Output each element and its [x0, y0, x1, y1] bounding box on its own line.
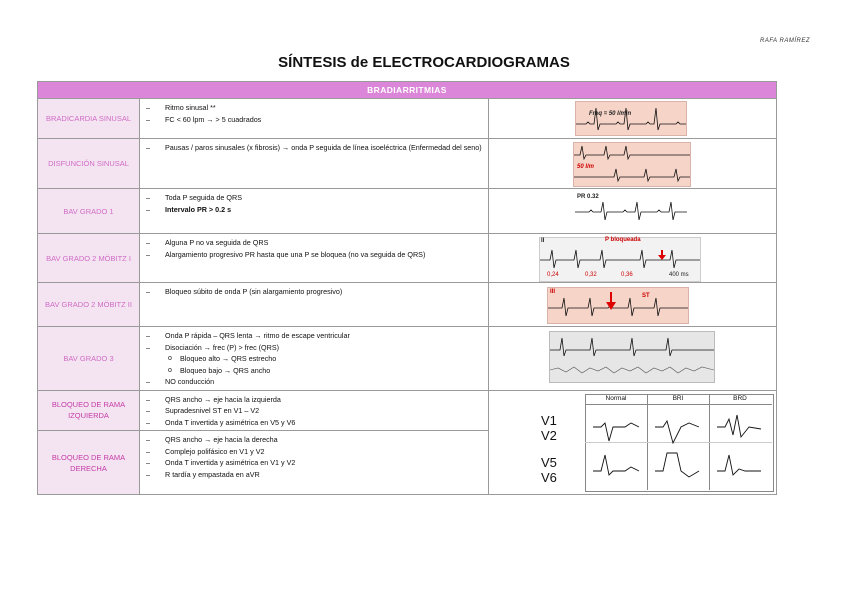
ecg-lead: II [541, 238, 545, 244]
list-item: – Ritmo sinusal ** [146, 102, 482, 114]
list-item: – Toda P seguida de QRS [146, 192, 482, 204]
section-header: BRADIARRITMIAS [38, 82, 777, 99]
lead-v2: V2 [541, 427, 557, 443]
row-label: BAV GRADO 2 MÖBITZ II [38, 283, 140, 327]
list-item: – Intervalo PR > 0.2 s [146, 204, 482, 216]
ecg-lead: III [550, 289, 556, 295]
list-item: – Alargamiento progresivo PR hasta que una P se bloquea (no va seguida de QRS) [146, 249, 482, 261]
row-label: BLOQUEO DE RAMA DERECHA [38, 431, 140, 495]
list-item: – Onda P rápida – QRS lenta → ritmo de escape ventricular [146, 330, 482, 342]
row-desc [140, 99, 489, 139]
ecg-trace [550, 332, 714, 382]
ecg-label: 50 l/m [577, 164, 595, 170]
ecg-label: PR 0.32 [577, 194, 599, 200]
page-title: SÍNTESIS de ELECTROCARDIOGRAMAS [278, 54, 570, 71]
row-desc [140, 390, 489, 431]
ecg-label: P bloqueada [605, 237, 641, 243]
col-header-brd: BRD [733, 394, 747, 402]
list-item: – R tardía y empastada en aVR [146, 469, 482, 481]
list-item: – Onda T invertida y asimétrica en V1 y V2 [146, 457, 482, 469]
ecg-tick: 0,32 [585, 272, 597, 278]
ecg-trace [576, 102, 686, 135]
ecg-image-cell [489, 234, 777, 283]
ecg-image-cell [489, 327, 777, 391]
bundle-branch-image-cell [489, 390, 777, 495]
row-label: BAV GRADO 1 [38, 189, 140, 234]
row-label: BLOQUEO DE RAMA IZQUIERDA [38, 390, 140, 431]
list-subitem: o Bloqueo alto → QRS estrecho [146, 353, 482, 365]
list-item: – Supradesnivel ST en V1 – V2 [146, 405, 482, 417]
list-item: – Complejo polifásico en V1 y V2 [146, 446, 482, 458]
row-label: BAV GRADO 2 MÖBITZ I [38, 234, 140, 283]
row-label: BRADICARDIA SINUSAL [38, 99, 140, 139]
list-item: – Pausas / paros sinusales (x fibrosis) → onda P seguida de línea isoeléctrica (Enfermedad del seno) [146, 142, 482, 154]
list-item: – FC < 60 lpm → > 5 cuadrados [146, 114, 482, 126]
list-subitem: o Bloqueo bajo → QRS ancho [146, 365, 482, 377]
author: RAFA RAMÍREZ [759, 38, 810, 44]
ecg-image-cell [489, 283, 777, 327]
ecg-table [37, 81, 777, 495]
lead-v6: V6 [541, 469, 557, 485]
list-item: – Onda T invertida y asimétrica en V5 y V6 [146, 417, 482, 429]
lead-v5: V5 [541, 454, 557, 470]
row-label: BAV GRADO 3 [38, 327, 140, 391]
ecg-tick: 0,24 [547, 272, 559, 278]
ecg-label: Freq = 50 l/min [589, 111, 632, 117]
row-desc [140, 189, 489, 234]
ecg-trace [575, 196, 687, 226]
ecg-trace [548, 288, 688, 323]
ecg-scale: 400 ms [669, 272, 689, 278]
list-item: – Alguna P no va seguida de QRS [146, 237, 482, 249]
row-desc [140, 283, 489, 327]
row-desc [140, 139, 489, 189]
row-label: DISFUNCIÓN SINUSAL [38, 139, 140, 189]
row-desc [140, 431, 489, 495]
lead-v1: V1 [541, 412, 557, 428]
row-desc [140, 327, 489, 391]
ecg-image-cell [489, 99, 777, 139]
ecg-tick: 0,36 [621, 272, 633, 278]
ecg-image-cell [489, 139, 777, 189]
col-header-normal: Normal [605, 394, 627, 402]
list-item: – QRS ancho → eje hacia la derecha [146, 434, 482, 446]
col-header-bri: BRI [672, 394, 684, 402]
list-item: – Bloqueo súbito de onda P (sin alargamiento progresivo) [146, 286, 482, 298]
bundle-branch-figure [537, 394, 777, 491]
bundle-branch-traces [585, 405, 772, 490]
list-item: – Disociación → frec (P) > frec (QRS) [146, 342, 482, 354]
ecg-label: ST [642, 293, 650, 299]
list-item: – NO conducción [146, 376, 482, 388]
ecg-image-cell [489, 189, 777, 234]
row-desc [140, 234, 489, 283]
list-item: – QRS ancho → eje hacia la izquierda [146, 394, 482, 406]
